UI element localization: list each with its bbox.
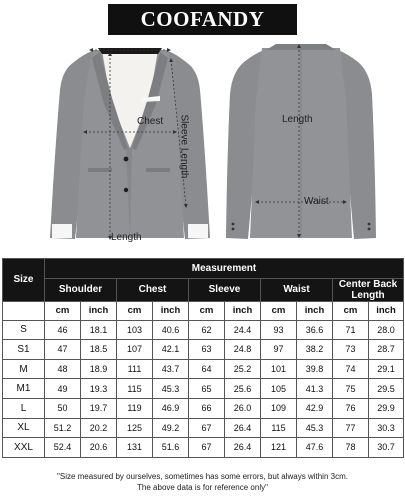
value-cell: 38.2	[297, 340, 333, 360]
size-cell: S	[3, 320, 45, 340]
value-cell: 101	[261, 359, 297, 379]
value-cell: 45.3	[153, 379, 189, 399]
value-cell: 28.0	[369, 320, 404, 340]
size-header: Size	[3, 259, 45, 302]
measurement-header: Measurement	[45, 259, 404, 279]
value-cell: 67	[189, 418, 225, 438]
waist-label: Waist	[304, 196, 329, 207]
value-cell: 25.2	[225, 359, 261, 379]
value-cell: 75	[333, 379, 369, 399]
value-cell: 26.4	[225, 418, 261, 438]
value-cell: 29.9	[369, 398, 404, 418]
size-cell: XXL	[3, 438, 45, 458]
sleeve-length-label: Sleeve Length	[178, 114, 190, 179]
back-blazer-image	[226, 44, 376, 239]
value-cell: 47	[45, 340, 81, 360]
blazer-photos	[0, 38, 405, 244]
value-cell: 25.6	[225, 379, 261, 399]
value-cell: 50	[45, 398, 81, 418]
group-header: Shoulder	[45, 278, 117, 301]
value-cell: 67	[189, 438, 225, 458]
value-cell: 119	[117, 398, 153, 418]
size-cell: M	[3, 359, 45, 379]
value-cell: 111	[117, 359, 153, 379]
value-cell: 66	[189, 398, 225, 418]
note-line-1: "Size measured by ourselves, sometimes has some errors, but always within 3cm.	[57, 472, 348, 481]
value-cell: 45.3	[297, 418, 333, 438]
brand-banner	[108, 4, 297, 35]
value-cell: 20.2	[81, 418, 117, 438]
value-cell: 78	[333, 438, 369, 458]
value-cell: 40.6	[153, 320, 189, 340]
unit-spacer	[3, 301, 45, 320]
value-cell: 74	[333, 359, 369, 379]
unit-cell: cm	[333, 301, 369, 320]
table-row	[3, 359, 404, 379]
size-chart-table	[2, 258, 404, 458]
group-header: Waist	[261, 278, 333, 301]
value-cell: 30.3	[369, 418, 404, 438]
value-cell: 46	[45, 320, 81, 340]
value-cell: 71	[333, 320, 369, 340]
value-cell: 49.2	[153, 418, 189, 438]
front-length-label: Length	[111, 232, 142, 243]
value-cell: 47.6	[297, 438, 333, 458]
group-header: Center Back Length	[333, 278, 404, 301]
value-cell: 51.2	[45, 418, 81, 438]
value-cell: 115	[117, 379, 153, 399]
value-cell: 36.6	[297, 320, 333, 340]
value-cell: 18.9	[81, 359, 117, 379]
unit-cell: inch	[153, 301, 189, 320]
value-cell: 19.7	[81, 398, 117, 418]
table-row	[3, 398, 404, 418]
value-cell: 42.1	[153, 340, 189, 360]
value-cell: 73	[333, 340, 369, 360]
value-cell: 76	[333, 398, 369, 418]
brand-name: COOFANDY	[140, 7, 265, 31]
unit-cell: cm	[117, 301, 153, 320]
value-cell: 65	[189, 379, 225, 399]
value-cell: 39.8	[297, 359, 333, 379]
chest-label: Chest	[137, 116, 164, 127]
value-cell: 115	[261, 418, 297, 438]
size-cell: XL	[3, 418, 45, 438]
header-row-groups	[3, 278, 404, 301]
value-cell: 28.7	[369, 340, 404, 360]
value-cell: 41.3	[297, 379, 333, 399]
value-cell: 63	[189, 340, 225, 360]
table-row	[3, 438, 404, 458]
value-cell: 48	[45, 359, 81, 379]
measurement-note	[0, 471, 405, 493]
group-header: Chest	[117, 278, 189, 301]
unit-cell: inch	[297, 301, 333, 320]
value-cell: 51.6	[153, 438, 189, 458]
size-cell: S1	[3, 340, 45, 360]
table-row	[3, 340, 404, 360]
size-cell: L	[3, 398, 45, 418]
unit-cell: inch	[369, 301, 404, 320]
unit-cell: inch	[81, 301, 117, 320]
table-row	[3, 418, 404, 438]
table-row	[3, 379, 404, 399]
value-cell: 24.8	[225, 340, 261, 360]
table-body	[3, 320, 404, 457]
value-cell: 103	[117, 320, 153, 340]
value-cell: 52.4	[45, 438, 81, 458]
note-line-2: The above data is for reference only"	[137, 483, 268, 492]
unit-cell: inch	[225, 301, 261, 320]
value-cell: 105	[261, 379, 297, 399]
value-cell: 97	[261, 340, 297, 360]
value-cell: 18.5	[81, 340, 117, 360]
table-row	[3, 320, 404, 340]
value-cell: 26.4	[225, 438, 261, 458]
value-cell: 43.7	[153, 359, 189, 379]
value-cell: 49	[45, 379, 81, 399]
unit-cell: cm	[45, 301, 81, 320]
group-header: Sleeve	[189, 278, 261, 301]
value-cell: 18.1	[81, 320, 117, 340]
unit-cell: cm	[261, 301, 297, 320]
value-cell: 29.1	[369, 359, 404, 379]
value-cell: 121	[261, 438, 297, 458]
value-cell: 30.7	[369, 438, 404, 458]
unit-row	[3, 301, 404, 320]
value-cell: 26.0	[225, 398, 261, 418]
value-cell: 29.5	[369, 379, 404, 399]
back-length-label: Length	[282, 114, 313, 125]
value-cell: 42.9	[297, 398, 333, 418]
value-cell: 77	[333, 418, 369, 438]
value-cell: 109	[261, 398, 297, 418]
value-cell: 131	[117, 438, 153, 458]
value-cell: 107	[117, 340, 153, 360]
value-cell: 62	[189, 320, 225, 340]
value-cell: 125	[117, 418, 153, 438]
value-cell: 20.6	[81, 438, 117, 458]
size-cell: M1	[3, 379, 45, 399]
value-cell: 64	[189, 359, 225, 379]
unit-cell: cm	[189, 301, 225, 320]
value-cell: 24.4	[225, 320, 261, 340]
value-cell: 19.3	[81, 379, 117, 399]
value-cell: 93	[261, 320, 297, 340]
header-row-top	[3, 259, 404, 279]
value-cell: 46.9	[153, 398, 189, 418]
